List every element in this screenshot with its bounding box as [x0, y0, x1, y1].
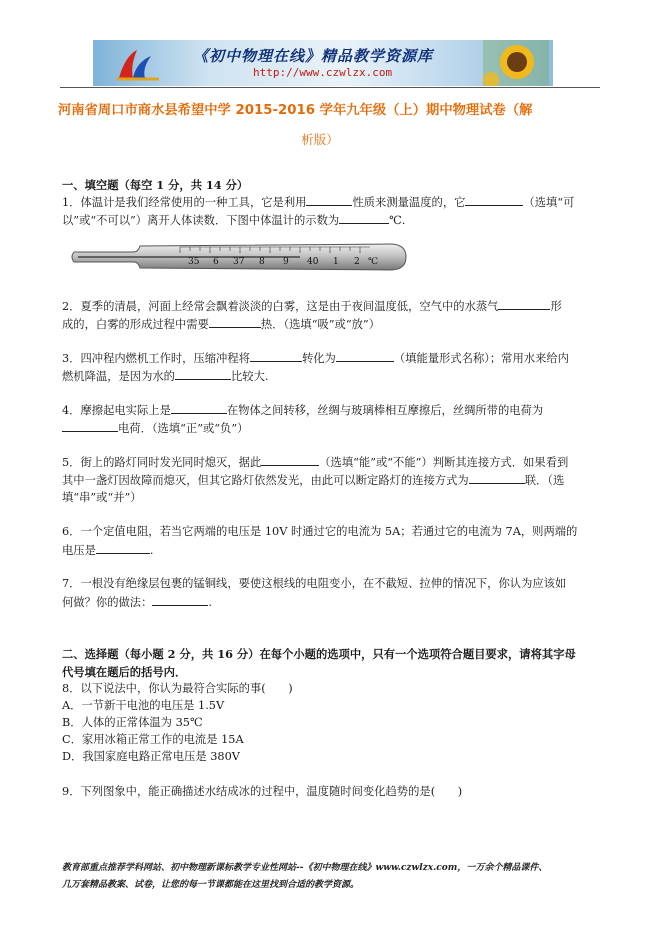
- q6-line1: 6．一个定值电阻，若当它两端的电压是 10V 时通过它的电流为 5A；若通过它的电流为 7A，则两端的: [62, 525, 578, 538]
- title-line-2: 析版）: [301, 132, 339, 147]
- q2-line2: 成的，白雾的形成过程中需要 热．（选填“吸”或“放”）: [62, 315, 380, 334]
- q1-line1: 1．体温计是我们经常使用的一种工具，它是利用 性质来测量温度的，它 （选填“可: [62, 193, 574, 212]
- q7-line1: 7．一根没有绝缘层包裹的锰铜线，要使这根线的电阻变小，在不截短、拉伸的情况下，你认为应该如: [62, 577, 567, 590]
- q5-line1: 5．街上的路灯同时发光同时熄灭，据此 （选填“能”或“不能”）判断其连接方式．如果看到: [62, 453, 568, 472]
- q8-option-c: C．家用冰箱正常工作的电流是 15A: [62, 733, 244, 746]
- q8-stem: 8．以下说法中，你认为最符合实际的事( ): [62, 682, 293, 695]
- q3-line1: 3．四冲程内燃机工作时，压缩冲程将 转化为 （填能量形式名称）；常用水来给内: [62, 349, 569, 368]
- scale-label: 40: [307, 257, 319, 267]
- footer-line-2: 几万套精品教案、试卷，让您的每一节课都能在这里找到合适的教学资源。: [62, 880, 360, 890]
- q1-line2: 以”或“不可以”）离开人体读数．下图中体温计的示数为 ℃.: [62, 211, 405, 230]
- scale-label: 8: [259, 257, 265, 267]
- scale-label: 2: [354, 257, 360, 267]
- q5-line2: 其中一盏灯因故障而熄灭，但其它路灯依然发光，由此可以断定路灯的连接方式为 联．（选: [62, 471, 564, 490]
- scale-label: 37: [233, 257, 245, 267]
- q4-line2: 电荷．（选填“正”或“负”）: [62, 419, 248, 438]
- scale-label: 9: [283, 257, 289, 267]
- q5-line3: 填“串”或“并”）: [62, 491, 142, 504]
- sunflower-icon: [483, 40, 549, 86]
- section1-heading: 一、填空题（每空 1 分，共 14 分）: [62, 178, 249, 192]
- q2-line1: 2．夏季的清晨，河面上经常会飘着淡淡的白雾，这是由于夜间温度低，空气中的水蒸气 形: [62, 297, 562, 316]
- title-line-1: 河南省周口市商水县希望中学 2015-2016 学年九年级（上）期中物理试卷（解: [58, 103, 533, 118]
- header-rule: [60, 87, 600, 88]
- q8-option-a: A．一节新干电池的电压是 1.5V: [62, 699, 225, 712]
- scale-label: 6: [213, 257, 219, 267]
- scale-unit: ℃: [368, 257, 379, 267]
- section2-heading-line2: 代号填在题后的括号内．: [62, 665, 187, 679]
- banner-url: http://www.czwlzx.com: [253, 66, 393, 79]
- q8-option-d: D．我国家庭电路正常电压是 380V: [62, 750, 240, 763]
- q6-line2: 电压是 .: [62, 541, 154, 560]
- q3-line2: 燃机降温，是因为水的 比较大.: [62, 367, 268, 386]
- q7-line2: 何做？你的做法： .: [62, 593, 212, 612]
- q9-stem: 9．下列图象中，能正确描述水结成冰的过程中，温度随时间变化趋势的是( ): [62, 785, 463, 798]
- scale-label: 35: [188, 257, 200, 267]
- scale-label: 1: [333, 257, 339, 267]
- site-logo: [113, 44, 163, 84]
- thermometer-image: [70, 240, 410, 274]
- banner-title: 《初中物理在线》精品教学资源库: [193, 47, 434, 65]
- q8-option-b: B．人体的正常体温为 35℃: [62, 716, 203, 729]
- page-footer: [62, 860, 622, 894]
- section2-heading-line1: 二、选择题（每小题 2 分，共 16 分）在每个小题的选项中，只有一个选项符合题目要求，请将其字母: [62, 647, 576, 661]
- document-title: [60, 96, 600, 154]
- q4-line1: 4．摩擦起电实际上是 在物体之间转移，丝绸与玻璃棒相互摩擦后，丝绸所带的电荷为: [62, 401, 543, 420]
- footer-line-1: 教育部重点推荐学科网站、初中物理新课标教学专业性网站--《初中物理在线》www.czwlzx.com，一万余个精品课件、: [62, 863, 548, 873]
- header-banner: [93, 40, 553, 86]
